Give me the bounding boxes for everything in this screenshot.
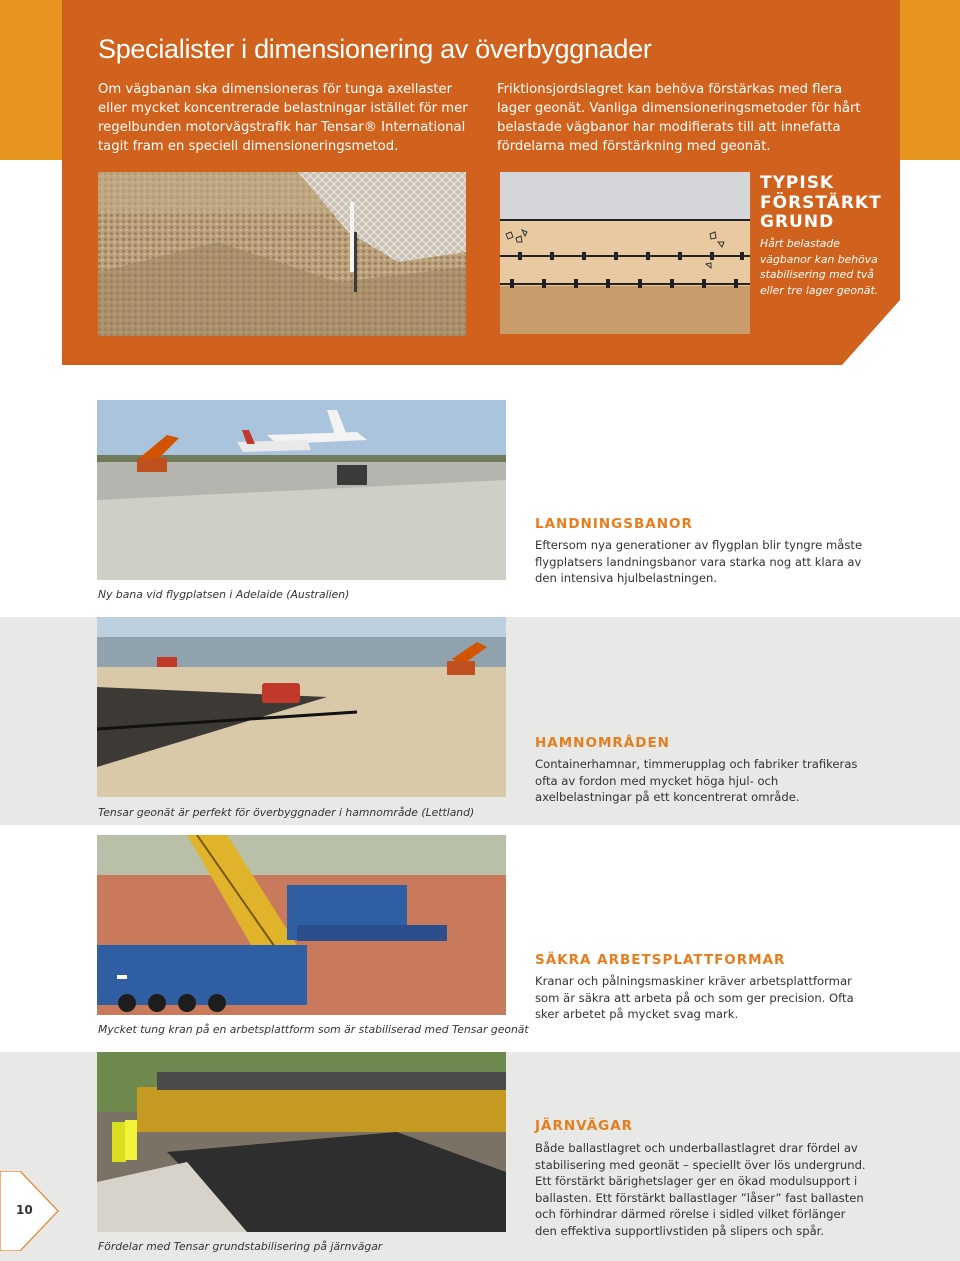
intro-right-text: Friktionsjordslagret kan behöva förstärkas med flera lager geonät. Vanliga dimensioneringsmetoder för hårt belastade vägbanor har modifierats till att innefatta fördelarna med förstärkning med geonät. [497, 82, 861, 154]
arbetsplattformar-caption: Mycket tung kran på en arbetsplattform som är stabiliserad med Tensar geonät [98, 1023, 529, 1036]
intro-left-text: Om vägbanan ska dimensioneras för tunga axellaster eller mycket koncentrerade belastningar istället för mer regelbunden motorvägstrafik har Tensar® International tagit fram en speciell dimensioneringsmetod. [98, 82, 468, 154]
hamnomraden-heading: HAMNOMRÅDEN [535, 735, 670, 751]
landningsbanor-heading: LANDNINGSBANOR [535, 516, 693, 532]
diagram-title-line2: FÖRSTÄRKT [760, 192, 882, 213]
railway-photo [97, 1052, 506, 1232]
jarnvagar-heading: JÄRNVÄGAR [535, 1118, 634, 1134]
reinforced-foundation-diagram [500, 172, 750, 334]
diagram-note: Hårt belastade vägbanor kan behöva stabilisering med två eller tre lager geonät. [760, 237, 879, 297]
diagram-title [760, 174, 882, 233]
harbour-photo [97, 617, 506, 797]
hamnomraden-body: Containerhamnar, timmerupplag och fabriker trafikeras ofta av fordon med mycket höga hjul- och axelbelastningar på ett koncentrerat område. [535, 757, 858, 804]
arbetsplattformar-body: Kranar och pålningsmaskiner kräver arbetsplattformar som är säkra att arbeta på och som ger precision. Ofta sker arbetet på mycket svag mark. [535, 974, 854, 1021]
geogrid-gravel-photo [98, 172, 466, 336]
landningsbanor-caption: Ny bana vid flygplatsen i Adelaide (Australien) [98, 588, 350, 601]
airport-runway-photo [97, 400, 506, 580]
jarnvagar-body: Både ballastlagret och underballastlagret drar fördel av stabilisering med geonät – speciellt över lös undergrund. Ett förstärkt bärighetslager ger en ökad modulsupport i ballasten. Ett förstärkt ballastlager ”låser” fast ballasten och förhindrar därmed rörelse i sidled vilket förlänger den effektiva supportlivstiden på slipers och spår. [535, 1141, 866, 1238]
page-number: 10 [16, 1203, 33, 1217]
arbetsplattformar-heading: SÄKRA ARBETSPLATTFORMAR [535, 952, 786, 968]
diagram-title-line1: TYPISK [760, 173, 835, 193]
landningsbanor-body: Eftersom nya generationer av flygplan blir tyngre måste flygplatsers landningsbanor vara starka nog att klara av den intensiva hjulbelastningen. [535, 538, 863, 585]
jarnvagar-caption: Fördelar med Tensar grundstabilisering på järnvägar [98, 1240, 383, 1253]
hamnomraden-caption: Tensar geonät är perfekt för överbyggnader i hamnområde (Lettland) [98, 806, 475, 819]
diagram-title-line3: GRUND [760, 212, 835, 232]
page-number-tab [0, 1171, 60, 1251]
page-title: Specialister i dimensionering av överbyggnader [98, 34, 652, 64]
crane-platform-photo [97, 835, 506, 1015]
